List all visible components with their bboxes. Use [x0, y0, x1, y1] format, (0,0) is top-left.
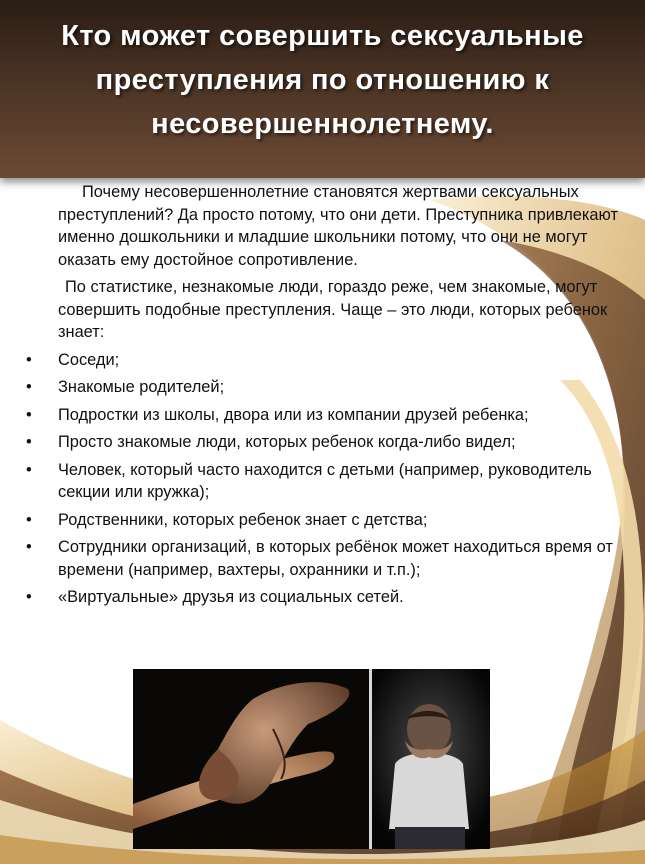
list-item — [22, 459, 622, 504]
list-item — [22, 349, 622, 372]
page-title: Кто может совершить сексуальные преступления по отношению к несовершеннолетнему. — [61, 20, 584, 140]
bullet-icon: • — [26, 460, 32, 479]
list-item-text: Подростки из школы, двора или из компании друзей ребенка; — [58, 405, 529, 424]
bullet-icon: • — [26, 378, 32, 396]
bullet-icon: • — [26, 538, 32, 556]
list-item-text: Соседи; — [58, 350, 120, 369]
offenders-list — [22, 349, 622, 609]
list-item — [22, 376, 622, 399]
intro-paragraph: Почему несовершеннолетние становятся жертвами сексуальных преступлений? Да просто потому, что они дети. Преступника привлекают именно дошкольники и младшие школьники потому, что они не могут оказать ему достойное сопротивление. — [58, 183, 618, 269]
list-item — [22, 536, 622, 581]
list-item-text: Сотрудники организаций, в которых ребёнок может находиться время от времени (например, вахтеры, охранники и т.п.); — [58, 538, 613, 579]
list-item-text: Просто знакомые люди, которых ребенок когда-либо видел; — [58, 433, 516, 451]
bullet-icon: • — [26, 350, 32, 369]
child-image — [372, 669, 490, 849]
bullet-icon: • — [26, 588, 32, 606]
list-item — [22, 586, 622, 609]
list-item-text: «Виртуальные» друзья из социальных сетей. — [58, 588, 404, 606]
list-item — [22, 404, 622, 427]
bullet-icon: • — [26, 510, 32, 529]
body-text — [22, 181, 622, 614]
list-item-text: Знакомые родителей; — [58, 378, 225, 396]
list-item — [22, 509, 622, 532]
list-item-text: Человек, который часто находится с детьми (например, руководитель секции или кружка); — [58, 460, 592, 501]
illustration-photo — [133, 669, 490, 849]
bullet-icon: • — [26, 405, 32, 424]
list-item-text: Родственники, которых ребенок знает с детства; — [58, 510, 428, 529]
statistics-paragraph: По статистике, незнакомые люди, гораздо реже, чем знакомые, могут совершить подобные преступления. Чаще – это люди, которых ребенок знает: — [58, 278, 608, 341]
hands-image — [133, 669, 369, 849]
bullet-icon: • — [26, 433, 32, 451]
title-banner — [0, 0, 645, 178]
list-item — [22, 431, 622, 454]
